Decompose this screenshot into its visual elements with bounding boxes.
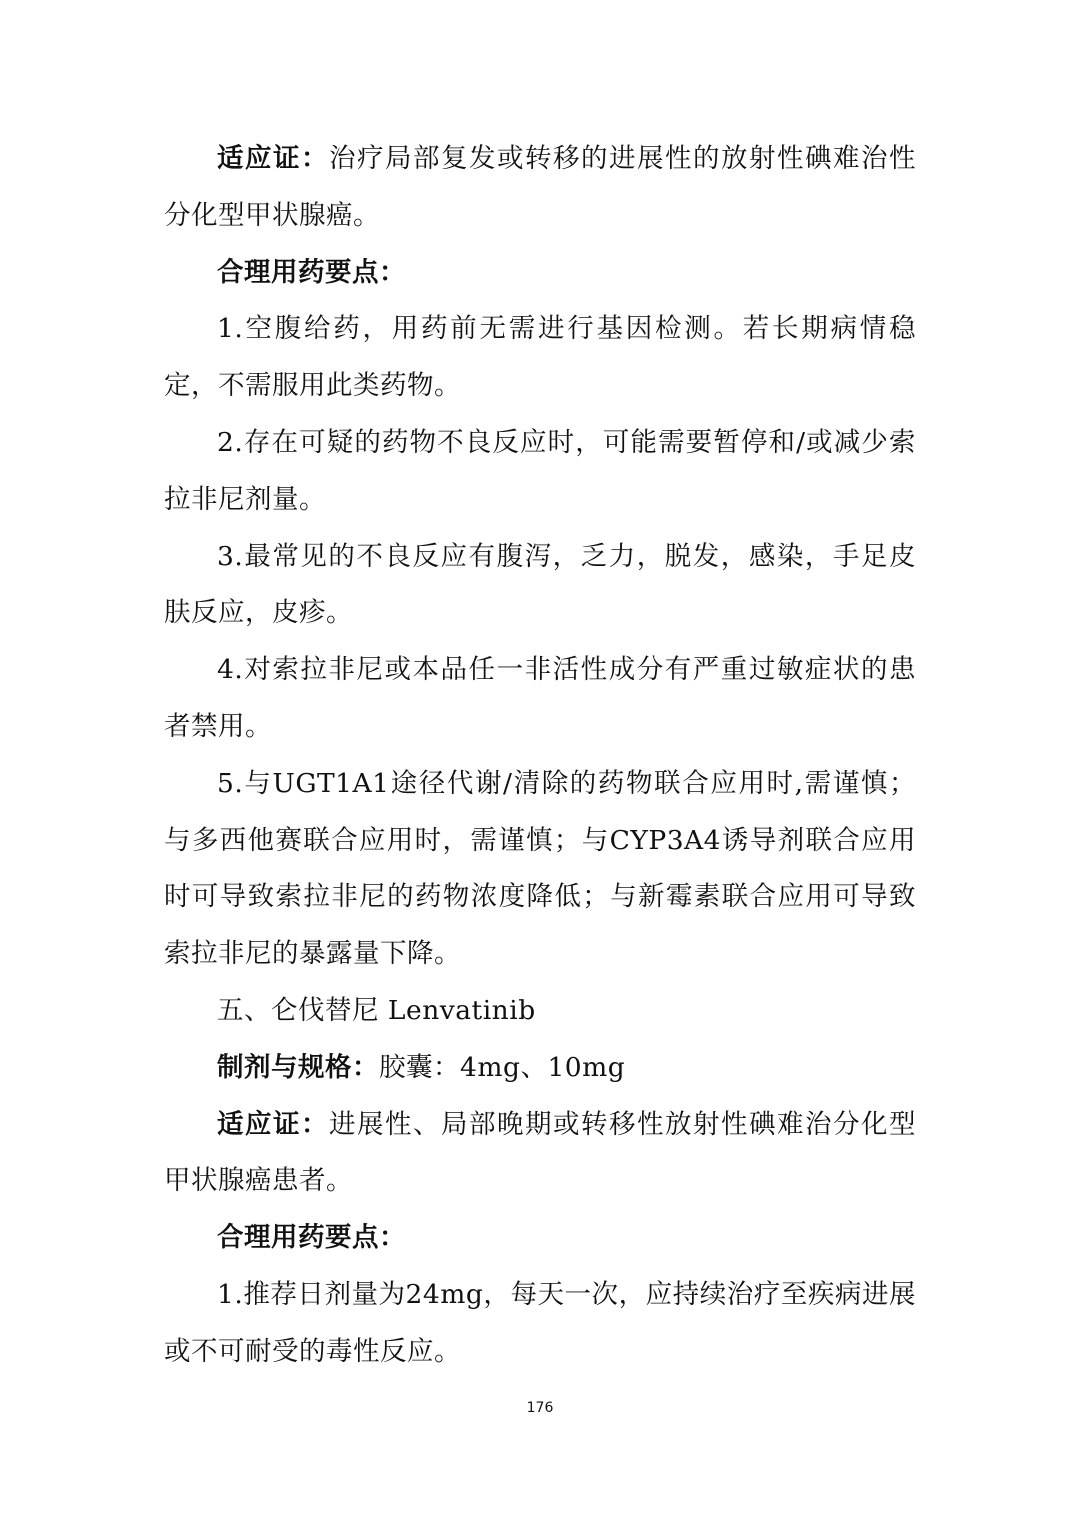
paragraph-text: 4.对索拉非尼或本品任一非活性成分有严重过敏症状的患者禁用。 [164, 654, 916, 742]
paragraph-lenvatinib-point-1 [164, 1267, 916, 1381]
paragraph-text: 1.空腹给药，用药前无需进行基因检测。若长期病情稳定，不需服用此类药物。 [164, 313, 916, 402]
paragraph-text: 进展性、局部晚期或转移性放射性碘难治分化型甲状腺癌患者。 [164, 1108, 916, 1197]
paragraph-formulation [164, 1040, 916, 1097]
paragraph-text: 3.最常见的不良反应有腹泻，乏力，脱发，感染，手足皮肤反应，皮疹。 [164, 540, 916, 629]
paragraph-point-1 [164, 301, 916, 415]
section-heading-text: 五、仑伐替尼 Lenvatinib [217, 994, 536, 1026]
paragraph-label: 适应证： [217, 143, 329, 174]
paragraph-text: 1.推荐日剂量为24mg，每天一次，应持续治疗至疾病进展或不可耐受的毒性反应。 [164, 1278, 916, 1367]
paragraph-point-4 [164, 642, 916, 756]
page-number: 176 [526, 1400, 554, 1416]
section-heading-lenvatinib [164, 983, 916, 1040]
paragraph-point-5 [164, 756, 916, 983]
paragraph-text: 2.存在可疑的药物不良反应时，可能需要暂停和/或减少索拉非尼剂量。 [164, 426, 916, 515]
paragraph-point-2 [164, 415, 916, 529]
paragraph-key-points-heading-lenvatinib [164, 1210, 916, 1267]
paragraph-text: 胶囊：4mg、10mg [379, 1051, 626, 1083]
paragraph-label: 适应证： [217, 1108, 329, 1140]
paragraph-point-3 [164, 529, 916, 643]
paragraph-text: 5.与UGT1A1途径代谢/清除的药物联合应用时,需谨慎；与多西他赛联合应用时，需谨慎；与CYP3A4诱导剂联合应用时可导致索拉非尼的药物浓度降低；与新霉素联合应用可导致索拉非尼的暴露量下降。 [164, 767, 916, 970]
paragraph-indication [164, 131, 916, 245]
paragraph-key-points-heading [164, 245, 916, 302]
paragraph-label: 合理用药要点： [217, 256, 406, 288]
paragraph-indication-lenvatinib [164, 1097, 916, 1211]
document-body [164, 131, 916, 1381]
paragraph-text: 治疗局部复发或转移的进展性的放射性碘难治性分化型甲状腺癌。 [164, 143, 916, 231]
paragraph-label: 合理用药要点： [217, 1222, 406, 1254]
paragraph-label: 制剂与规格： [217, 1051, 379, 1083]
